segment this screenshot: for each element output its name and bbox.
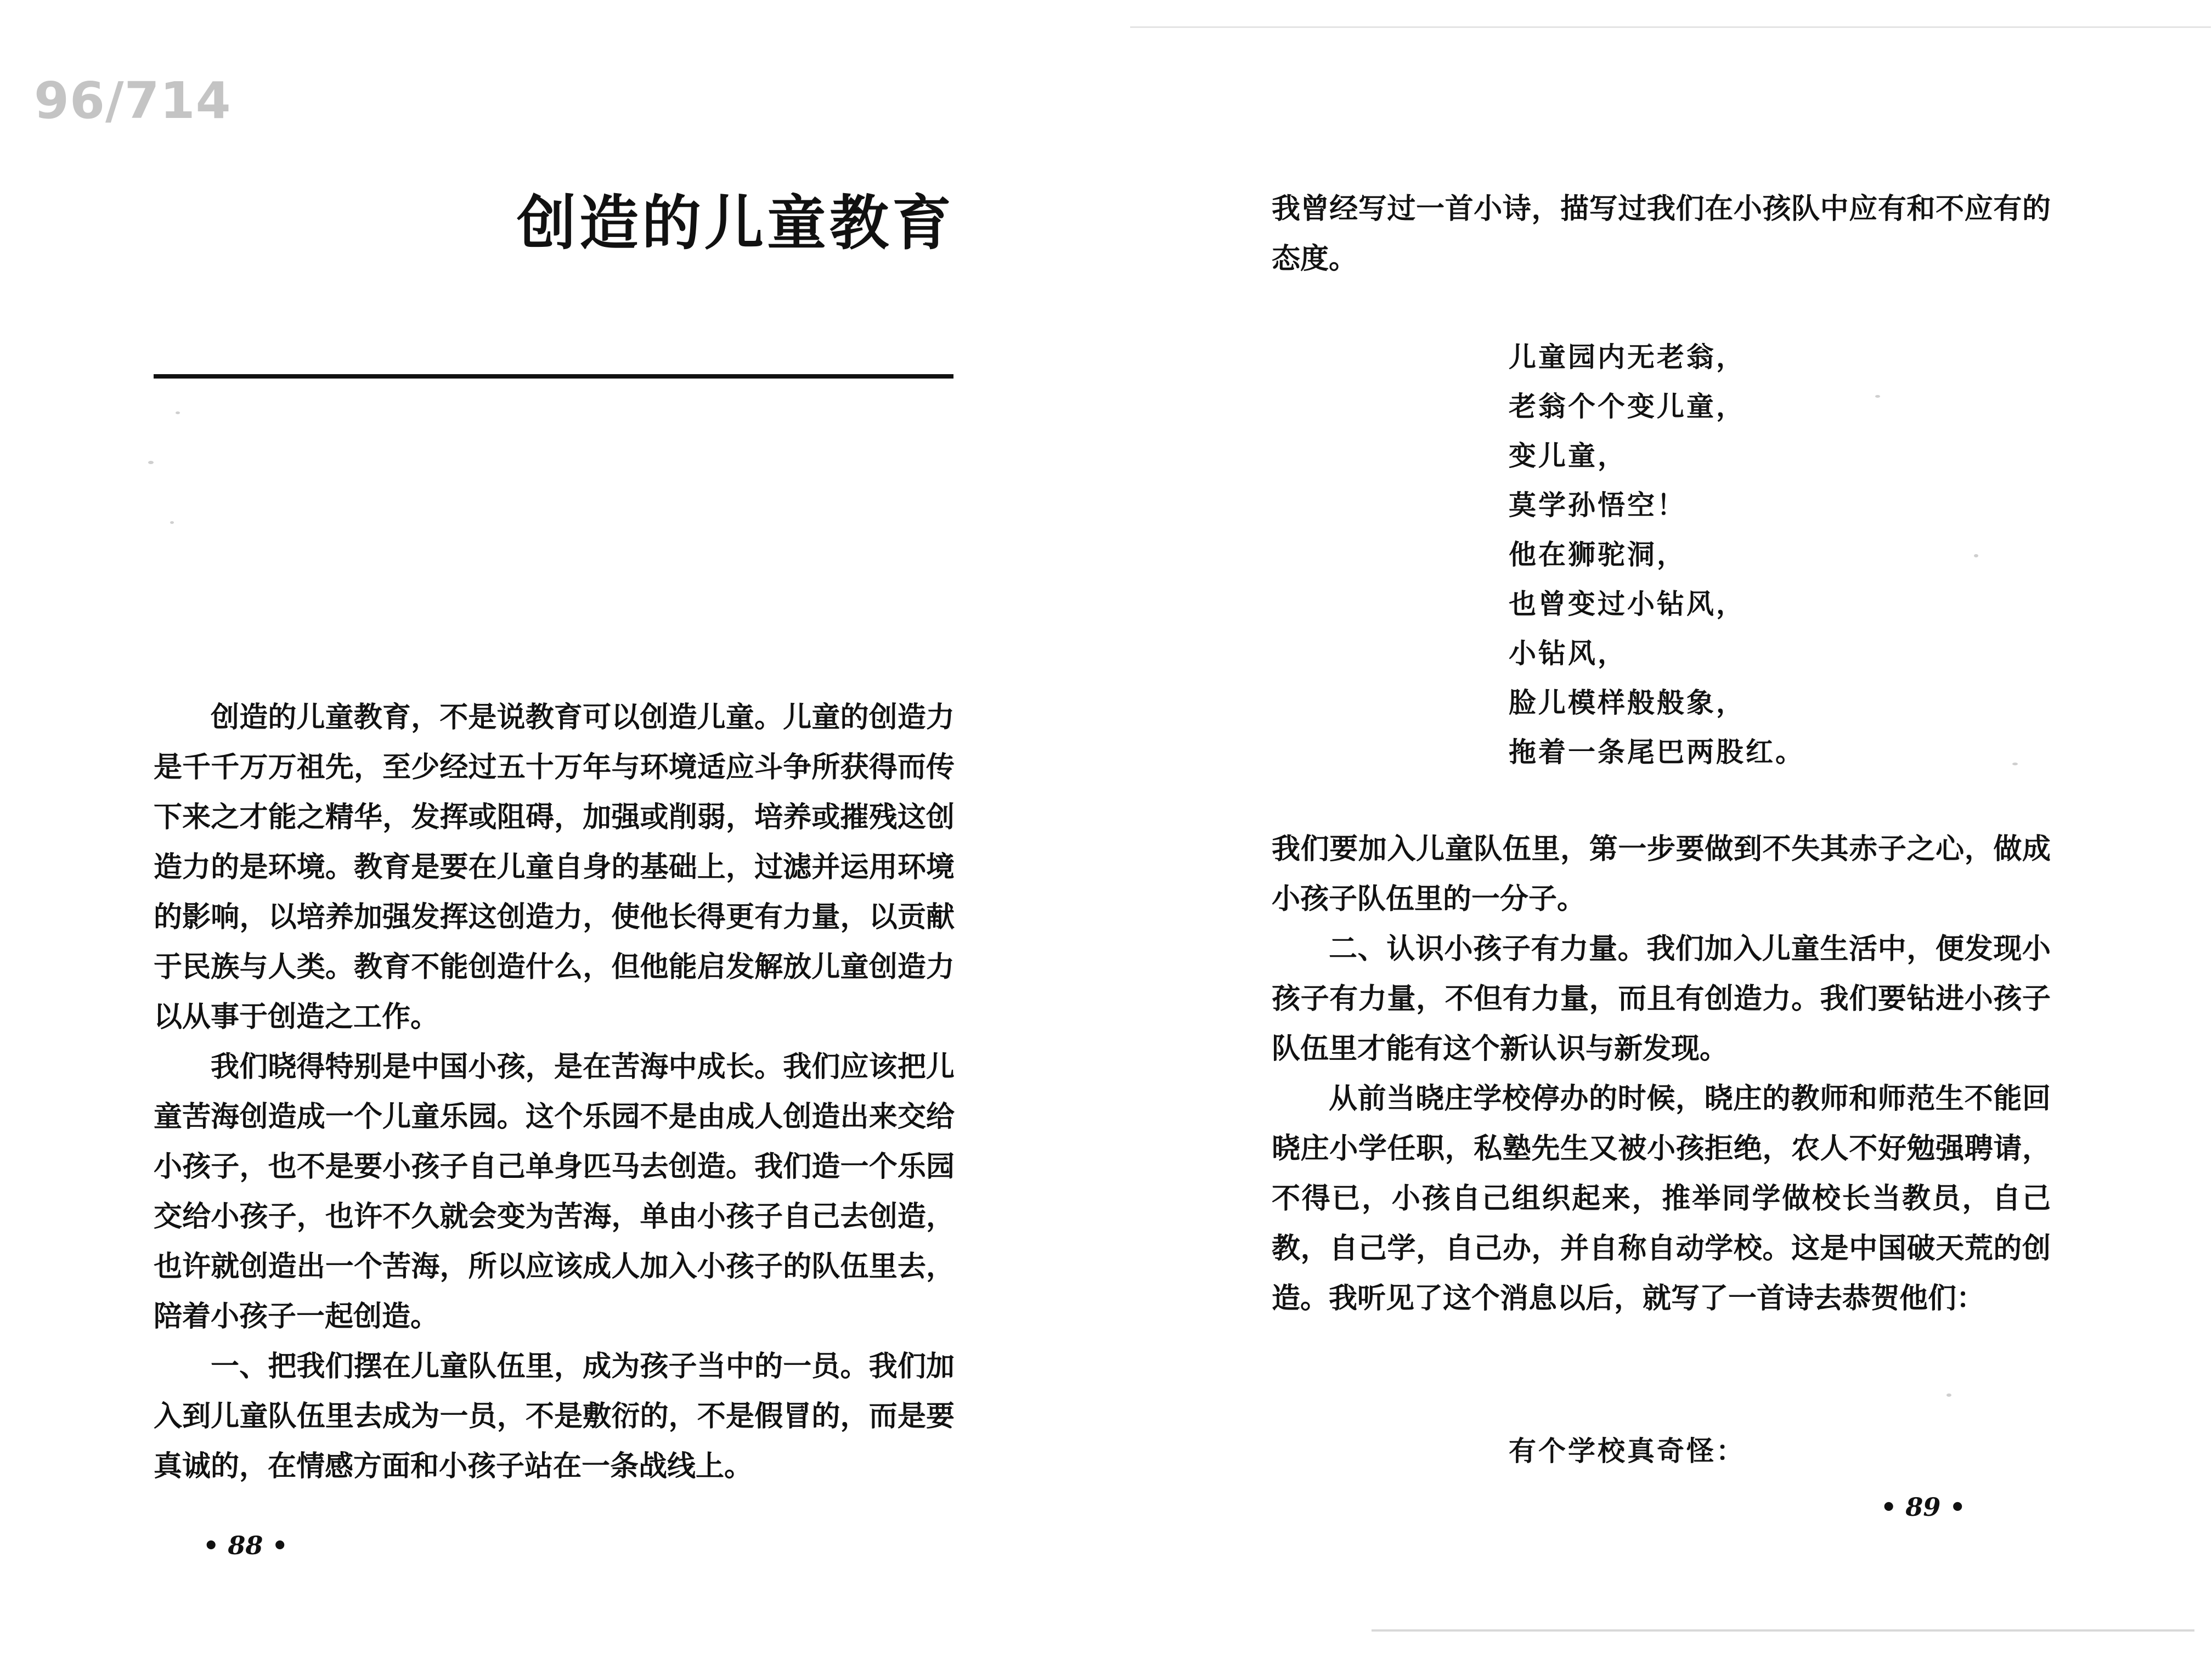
left-page (154, 0, 955, 1659)
title-rule (154, 374, 953, 379)
scan-speck (148, 461, 154, 464)
left-body-text (154, 692, 955, 1491)
scan-speck (176, 411, 180, 414)
paragraph: 我曾经写过一首小诗，描写过我们在小孩队中应有和不应有的态度。 (1272, 192, 2051, 275)
right-intro-text (1272, 184, 2051, 284)
right-page (1272, 0, 2051, 1659)
paragraph: 二、认识小孩子有力量。我们加入儿童生活中，便发现小孩子有力量，不但有力量，而且有创造力。我们要钻进小孩子队伍里才能有这个新认识与新发现。 (1272, 932, 2051, 1065)
paragraph: 我们要加入儿童队伍里，第一步要做到不失其赤子之心，做成小孩子队伍里的一分子。 (1272, 832, 2051, 916)
scan-speck (170, 521, 174, 524)
scan-speck (1974, 554, 1978, 557)
paragraph: 我们晓得特别是中国小孩，是在苦海中成长。我们应该把儿童苦海创造成一个儿童乐园。这个乐园不是由成人创造出来交给小孩子，也不是要小孩子自己单身匹马去创造。我们造一个乐园交给小孩子，也许不久就会变为苦海，单由小孩子自己去创造，也许就创造出一个苦海，所以应该成人加入小孩子的队伍里去，陪着小孩子一起创造。 (154, 1050, 955, 1333)
poem-start-line: 有个学校真奇怪： (1509, 1435, 1746, 1467)
scan-speck (1946, 1393, 1951, 1397)
poem (1509, 332, 2002, 777)
paragraph: 从前当晓庄学校停办的时候，晓庄的教师和师范生不能回晓庄小学任职，私塾先生又被小孩拒绝，农人不好勉强聘请，不得已，小孩自己组织起来，推举同学做校长当教员，自己教，自己学，自己办，并自称自动学校。这是中国破天荒的创造。我听见了这个消息以后，就写了一首诗去恭贺他们： (1272, 1082, 2051, 1315)
paragraph: 一、把我们摆在儿童队伍里，成为孩子当中的一员。我们加入到儿童队伍里去成为一员，不是敷衍的，不是假冒的，而是要真诚的，在情感方面和小孩子站在一条战线上。 (154, 1350, 955, 1483)
poem-line: 小钻风， (1509, 637, 1627, 669)
chapter-title: 创造的儿童教育 (516, 189, 955, 258)
page-number-left: • 88 • (203, 1531, 288, 1560)
page-number-right: • 89 • (1881, 1492, 1966, 1522)
page-counter: 96/714 (34, 71, 232, 130)
poem-line: 也曾变过小钻风， (1509, 588, 1746, 620)
scan-speck (2012, 763, 2018, 765)
poem-line: 拖着一条尾巴两股红。 (1509, 736, 1805, 768)
poem-line: 他在狮驼洞， (1509, 538, 1686, 571)
paragraph: 创造的儿童教育，不是说教育可以创造儿童。儿童的创造力是千千万万祖先，至少经过五十万年与环境适应斗争所获得而传下来之才能之精华，发挥或阻碍，加强或削弱，培养或摧残这创造力的是环境。教育是要在儿童自身的基础上，过滤并运用环境的影响，以培养加强发挥这创造力，使他长得更有力量，以贡献于民族与人类。教育不能创造什么，但他能启发解放儿童创造力以从事于创造之工作。 (154, 701, 955, 1034)
poem-line: 老翁个个变儿童， (1509, 390, 1746, 422)
poem-line: 莫学孙悟空！ (1509, 489, 1686, 521)
poem-line: 儿童园内无老翁， (1509, 341, 1746, 373)
poem-line: 脸儿模样般般象， (1509, 686, 1746, 719)
right-body-text (1272, 824, 2051, 1323)
poem-line: 变儿童， (1509, 439, 1627, 472)
scan-speck (1875, 395, 1880, 398)
